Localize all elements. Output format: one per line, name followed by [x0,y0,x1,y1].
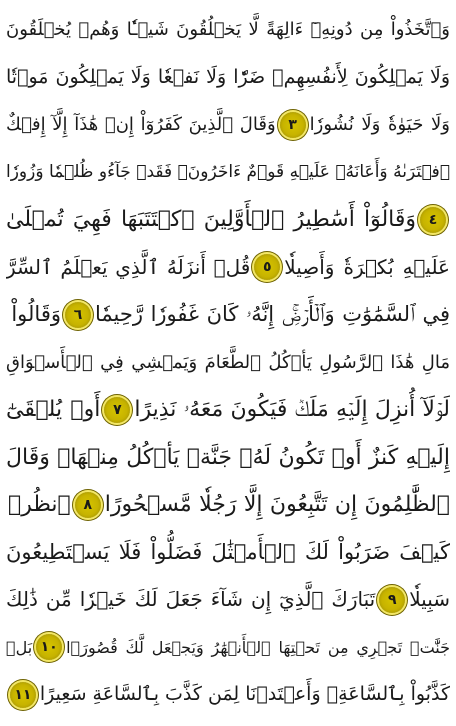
line-text: قُلۡ أَنزَلَهُ ٱلَّذِي يَعۡلَمُ ٱلسِّرَّ [6,254,251,279]
line-text: تَبَارَكَ ٱلَّذِيٓ إِن شَآءَ جَعَلَ لَكَ خَيۡرٗا مِّن ذَٰلِكَ [6,587,376,612]
line-text: إِلَيۡهِ كَنزٌ أَوۡ تَكُونُ لَهُۥ جَنَّةٞ يَأۡكُلُ مِنۡهَاۚ وَقَالَ [6,444,450,470]
line-text: بَلۡ [6,637,33,657]
ayah-number-marker: ٧ [104,397,130,423]
line-text: عَلَيۡهِ بُكۡرَةٗ وَأَصِيلٗا [284,254,450,279]
line-text: مَالِ هَٰذَا ٱلرَّسُولِ يَأۡكُلُ ٱلطَّعَامَ وَيَمۡشِي فِي ٱلۡأَسۡوَاقِ [6,351,450,373]
text-line-13 [6,576,450,624]
line-text: وَلَا حَيَوٰةٗ وَلَا نُشُورٗا [309,114,450,136]
text-line-3 [6,101,450,149]
text-line-4 [6,149,450,197]
ayah-number-marker: ٨ [75,492,101,518]
text-line-10 [6,434,450,482]
line-text: وَلَا يَمۡلِكُونَ لِأَنفُسِهِمۡ ضَرّٗا وَلَا نَفۡعٗا وَلَا يَمۡلِكُونَ مَوۡتٗا [6,65,450,88]
line-text: جَنَّٰتٖ تَجۡرِي مِن تَحۡتِهَا ٱلۡأَنۡهَٰرُ وَيَجۡعَل لَّكَ قُصُورَۢا [66,637,450,657]
line-text: ٱفۡتَرَىٰهُ وَأَعَانَهُۥ عَلَيۡهِ قَوۡمٌ ءَاخَرُونَۖ فَقَدۡ جَآءُو ظُلۡمٗا وَزُورٗا [6,161,450,182]
text-line-15 [6,671,450,719]
text-line-11 [6,481,450,529]
text-line-9 [6,386,450,434]
line-text: وَقَالُواْ [11,302,62,327]
line-text: ٱلظَّٰلِمُونَ إِن تَتَّبِعُونَ إِلَّا رَجُلٗا مَّسۡحُورًا [104,492,450,518]
ayah-number-marker: ١١ [10,682,36,708]
text-line-7 [6,291,450,339]
ayah-number-marker: ٦ [65,302,91,328]
text-line-1 [6,6,450,54]
line-text: سَبِيلٗا [409,587,450,612]
text-line-6 [6,244,450,292]
line-text: كَيۡفَ ضَرَبُواْ لَكَ ٱلۡأَمۡثَٰلَ فَضَلُّواْ فَلَا يَسۡتَطِيعُونَ [6,539,450,564]
line-text: كَذَّبُواْ بِٱلسَّاعَةِۖ وَأَعۡتَدۡنَا لِمَن كَذَّبَ بِٱلسَّاعَةِ سَعِيرًا [39,683,450,706]
text-line-8 [6,339,450,387]
text-line-12 [6,529,450,577]
ayah-number-marker: ٤ [420,207,446,233]
ayah-number-marker: ٩ [379,587,405,613]
text-line-5 [6,196,450,244]
line-text: أَوۡ يُلۡقَىٰٓ [6,397,101,423]
text-line-2 [6,54,450,102]
ayah-number-marker: ١٠ [36,634,62,660]
line-text: ٱنظُرۡ [8,492,71,518]
line-text: فِي ٱلسَّمَٰوَٰتِ وَٱلۡأَرۡضِۚ إِنَّهُۥ كَانَ غَفُورٗا رَّحِيمٗا [95,302,450,327]
line-text: لَوۡلَآ أُنزِلَ إِلَيۡهِ مَلَكٞ فَيَكُونَ مَعَهُۥ نَذِيرًا [134,397,450,423]
line-text: وَقَالُوٓاْ أَسَٰطِيرُ ٱلۡأَوَّلِينَ ٱكۡتَتَبَهَا فَهِيَ تُمۡلَىٰ [6,207,416,233]
text-line-14 [6,624,450,672]
line-text: وَقَالَ ٱلَّذِينَ كَفَرُوٓاْ إِنۡ هَٰذَآ إِلَّآ إِفۡكٌ [6,114,276,136]
line-text: وَٱتَّخَذُواْ مِن دُونِهِۦٓ ءَالِهَةً لَّا يَخۡلُقُونَ شَيۡـٔٗا وَهُمۡ يُخۡلَقُونَ [6,19,450,41]
ayah-number-marker: ٣ [280,112,306,138]
ayah-number-marker: ٥ [254,254,280,280]
